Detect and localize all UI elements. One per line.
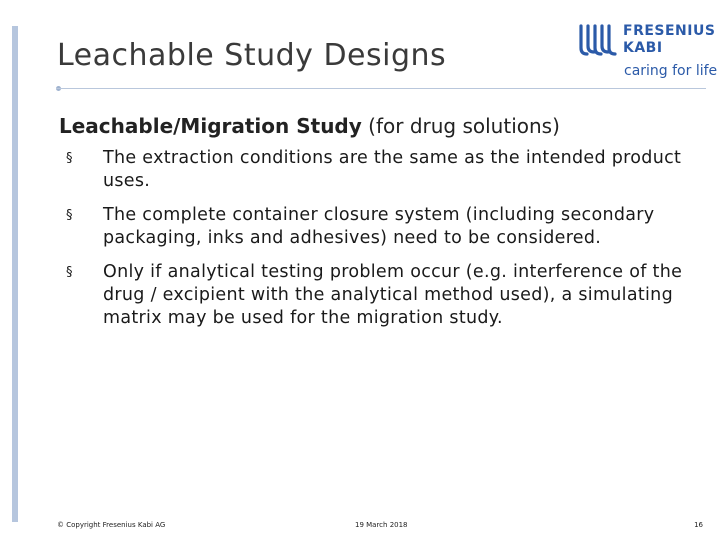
section-heading-bold: Leachable/Migration Study: [59, 114, 362, 138]
list-item: [62, 261, 702, 330]
logo-text-fresenius: FRESENIUS: [623, 23, 716, 39]
title-divider: [56, 88, 706, 89]
section-heading-rest: (for drug solutions): [361, 114, 560, 138]
footer-copyright: © Copyright Fresenius Kabi AG: [57, 521, 166, 529]
bullet-marker: §: [66, 208, 73, 223]
slide-title: Leachable Study Designs: [57, 38, 447, 73]
bullet-list: [62, 147, 702, 341]
bullet-marker: §: [66, 265, 73, 280]
list-item: [62, 147, 702, 193]
list-item: [62, 204, 702, 250]
footer-page-number: 16: [694, 521, 703, 529]
bullet-text: The extraction conditions are the same as the intended product uses.: [103, 148, 682, 191]
bullet-text: Only if analytical testing problem occur (e.g. interference of the drug / excipient with the analytical method used), a simulating matrix may be used for the migration study.: [103, 262, 683, 328]
section-heading: [59, 114, 560, 138]
bullet-text: The complete container closure system (including secondary packaging, inks and adhesives) need to be considered.: [103, 205, 655, 248]
left-accent-bar: [12, 26, 18, 522]
footer-date: 19 March 2018: [355, 521, 408, 529]
logo-tagline: caring for life: [624, 63, 718, 79]
logo-text-kabi: KABI: [623, 40, 663, 56]
fresenius-kabi-logo: [578, 20, 718, 84]
fresenius-logo-icon: [578, 24, 618, 58]
bullet-marker: §: [66, 151, 73, 166]
